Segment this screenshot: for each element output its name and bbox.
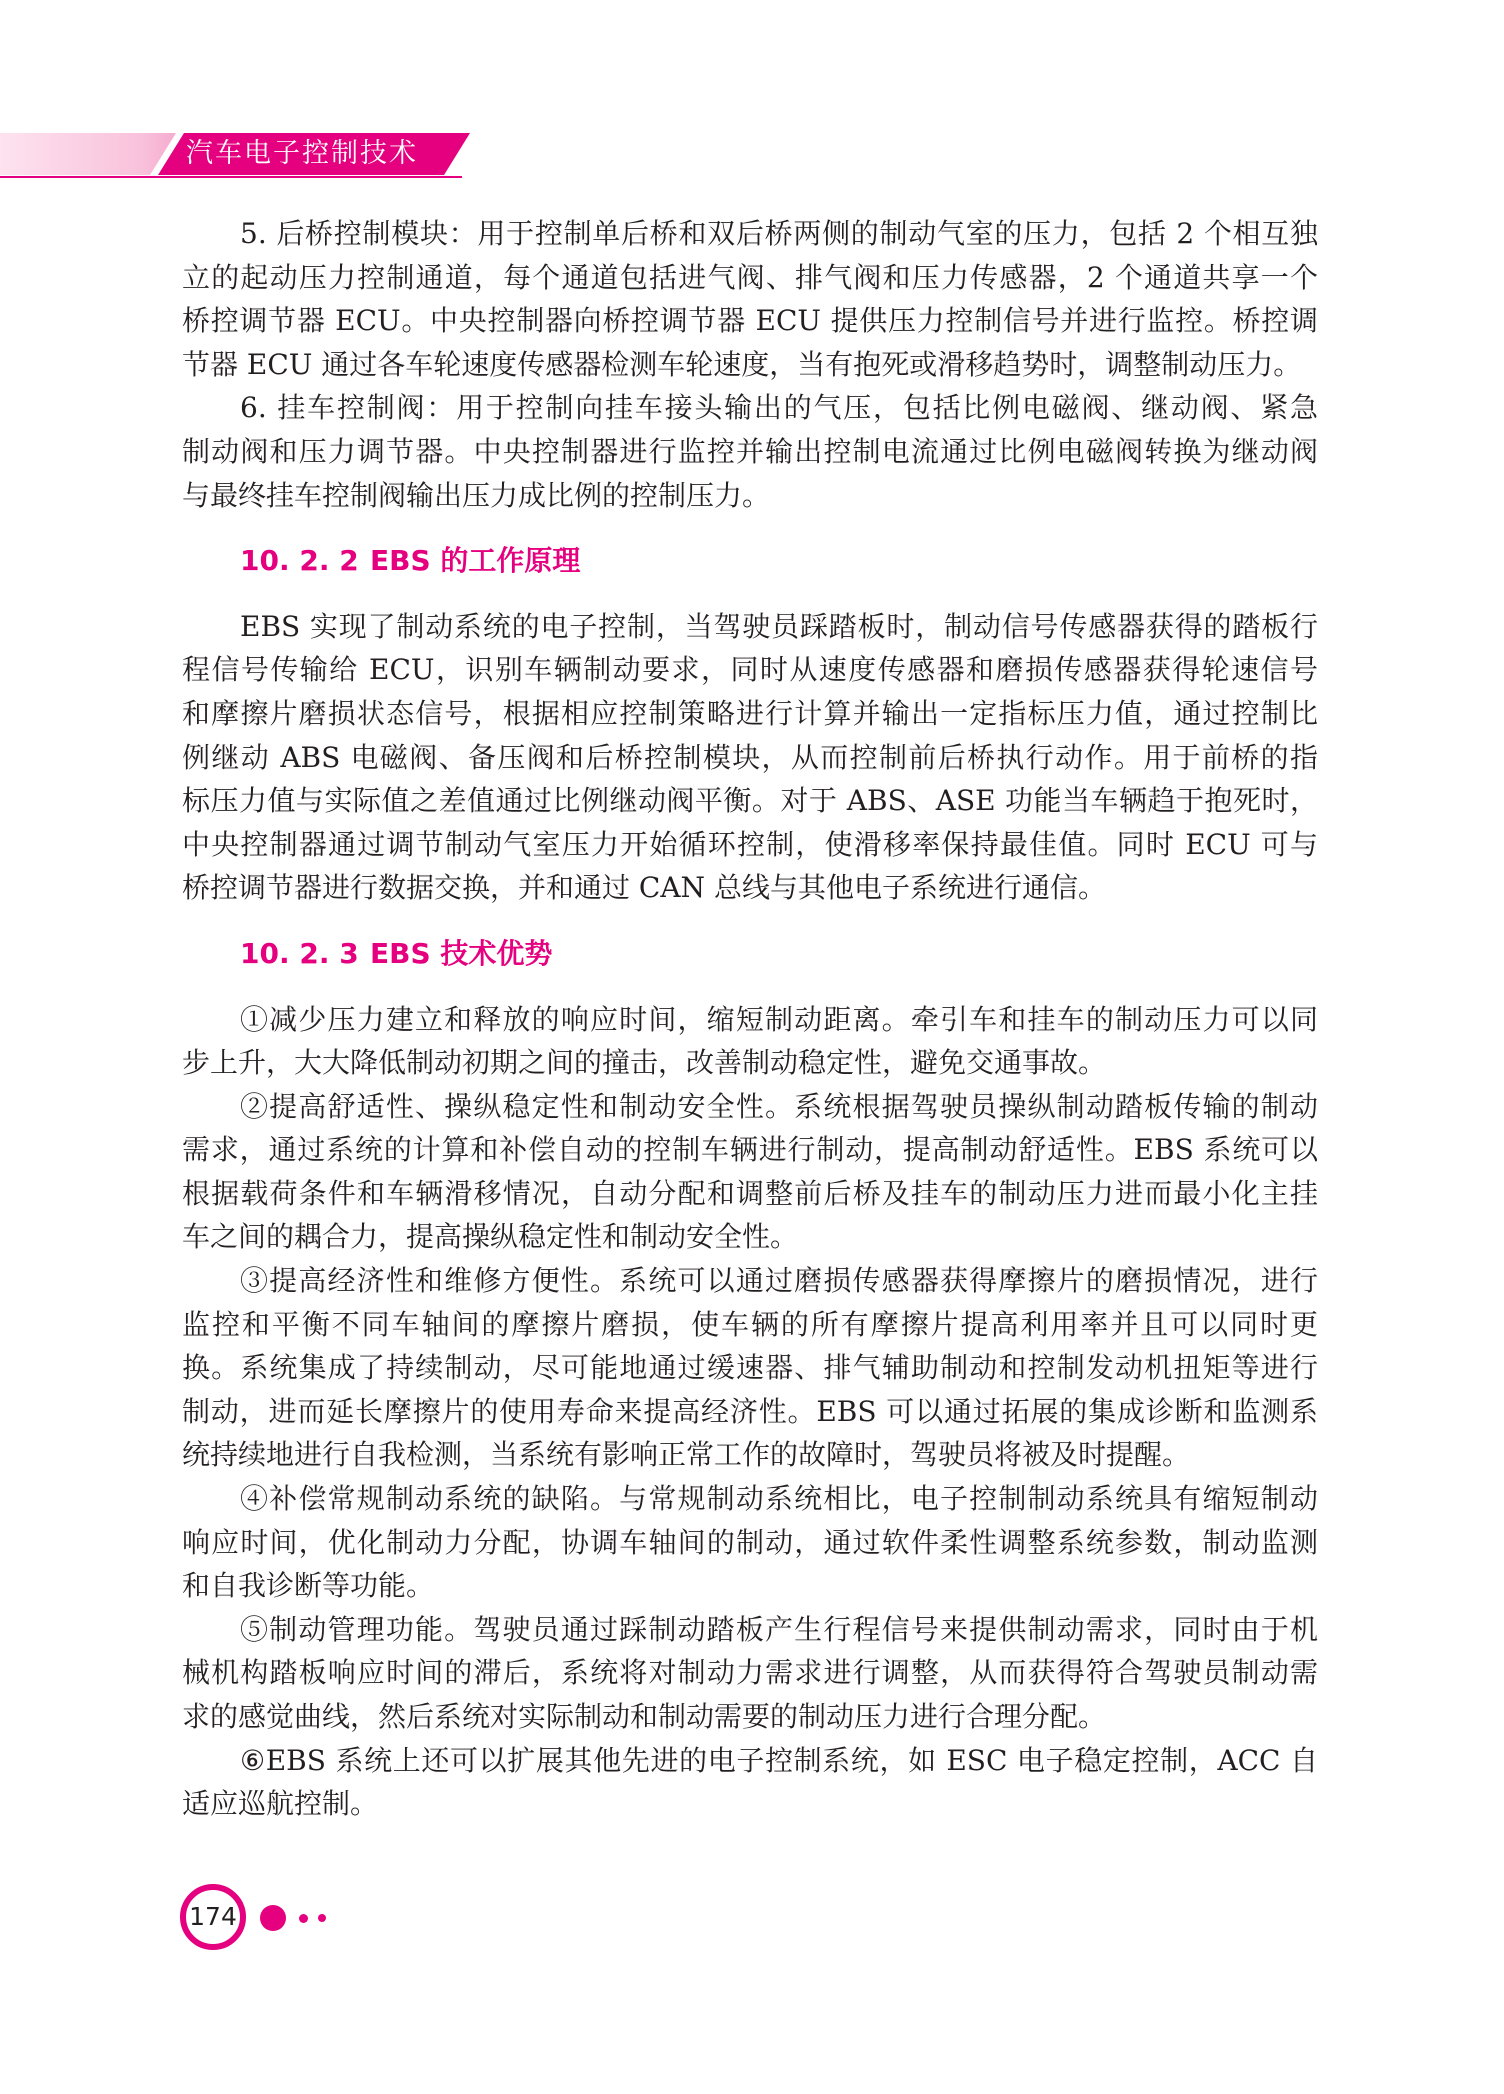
text-line: 根据载荷条件和车辆滑移情况，自动分配和调整前后桥及挂车的制动压力进而最小化主挂 (182, 1176, 1318, 1210)
advantage-point-3 (182, 1259, 1318, 1477)
paragraph-working-principle (182, 605, 1318, 910)
text-line: ①减少压力建立和释放的响应时间，缩短制动距离。牵引车和挂车的制动压力可以同 (240, 1002, 1318, 1036)
advantage-point-6 (182, 1739, 1318, 1826)
page-number: 174 (189, 1902, 237, 1931)
text-line: 步上升，大大降低制动初期之间的撞击，改善制动稳定性，避免交通事故。 (182, 1046, 1107, 1080)
section-title: EBS 技术优势 (370, 936, 553, 970)
text-line: 桥控调节器进行数据交换，并和通过 CAN 总线与其他电子系统进行通信。 (182, 871, 1106, 905)
text-line: 中央控制器通过调节制动气室压力开始循环控制，使滑移率保持最佳值。同时 ECU 可与 (182, 827, 1318, 861)
text-line: 求的感觉曲线，然后系统对实际制动和制动需要的制动压力进行合理分配。 (182, 1700, 1107, 1733)
decorative-dot-small (318, 1914, 326, 1922)
advantage-point-5 (182, 1608, 1318, 1739)
section-title: EBS 的工作原理 (370, 544, 581, 578)
text-line: ③提高经济性和维修方便性。系统可以通过磨损传感器获得摩擦片的磨损情况，进行 (240, 1264, 1318, 1298)
text-line: 制动，进而延长摩擦片的使用寿命来提高经济性。EBS 可以通过拓展的集成诊断和监测系 (182, 1394, 1318, 1428)
text-line: 车之间的耦合力，提高操纵稳定性和制动安全性。 (182, 1220, 799, 1254)
text-line: EBS 实现了制动系统的电子控制，当驾驶员踩踏板时，制动信号传感器获得的踏板行 (240, 609, 1318, 643)
text-line: 5. 后桥控制模块：用于控制单后桥和双后桥两侧的制动气室的压力，包括 2 个相互独 (240, 217, 1318, 250)
section-number: 10. 2. 3 (240, 936, 359, 970)
text-line: 响应时间，优化制动力分配，协调车轴间的制动，通过软件柔性调整系统参数，制动监测 (182, 1525, 1318, 1559)
text-line: 统持续地进行自我检测，当系统有影响正常工作的故障时，驾驶员将被及时提醒。 (182, 1438, 1191, 1472)
text-line: ②提高舒适性、操纵稳定性和制动安全性。系统根据驾驶员操纵制动踏板传输的制动 (240, 1089, 1318, 1123)
text-line: 标压力值与实际值之差值通过比例继动阀平衡。对于 ABS、ASE 功能当车辆趋于抱死时， (182, 784, 1318, 818)
text-line: 立的起动压力控制通道，每个通道包括进气阀、排气阀和压力传感器，2 个通道共享一个 (182, 260, 1318, 294)
page-number-badge (180, 1884, 246, 1950)
text-line: 需求，通过系统的计算和补偿自动的控制车辆进行制动，提高制动舒适性。EBS 系统可以 (182, 1133, 1318, 1167)
section-heading-10-2-2 (182, 539, 1318, 583)
header-rule (0, 176, 462, 178)
running-title: 汽车电子控制技术 (186, 138, 418, 169)
text-line: 程信号传输给 ECU，识别车辆制动要求，同时从速度传感器和磨损传感器获得轮速信号 (182, 653, 1318, 687)
advantage-point-4 (182, 1477, 1318, 1608)
decorative-dot-small (299, 1914, 308, 1923)
page-content (182, 212, 1318, 1826)
advantage-point-2 (182, 1085, 1318, 1259)
text-line: 6. 挂车控制阀：用于控制向挂车接头输出的气压，包括比例电磁阀、继动阀、紧急 (240, 391, 1318, 425)
text-line: 换。系统集成了持续制动，尽可能地通过缓速器、排气辅助制动和控制发动机扭矩等进行 (182, 1351, 1318, 1385)
advantage-point-1 (182, 998, 1318, 1085)
text-line: 监控和平衡不同车轴间的摩擦片磨损，使车辆的所有摩擦片提高利用率并且可以同时更 (182, 1307, 1318, 1341)
text-line: ④补偿常规制动系统的缺陷。与常规制动系统相比，电子控制制动系统具有缩短制动 (240, 1482, 1318, 1516)
text-line: 和摩擦片磨损状态信号，根据相应控制策略进行计算并输出一定指标压力值，通过控制比 (182, 696, 1318, 730)
text-line: 制动阀和压力调节器。中央控制器进行监控并输出控制电流通过比例电磁阀转换为继动阀 (182, 434, 1318, 468)
text-line: 械机构踏板响应时间的滞后，系统将对制动力需求进行调整，从而获得符合驾驶员制动需 (182, 1656, 1318, 1690)
text-line: 和自我诊断等功能。 (182, 1569, 435, 1603)
text-line: 例继动 ABS 电磁阀、备压阀和后桥控制模块，从而控制前后桥执行动作。用于前桥的指 (182, 740, 1318, 774)
text-line: 节器 ECU 通过各车轮速度传感器检测车轮速度，当有抱死或滑移趋势时，调整制动压力。 (182, 347, 1302, 381)
text-line: 与最终挂车控制阀输出压力成比例的控制压力。 (182, 478, 771, 512)
text-line: ⑥EBS 系统上还可以扩展其他先进的电子控制系统，如 ESC 电子稳定控制，ACC 自 (240, 1743, 1318, 1777)
decorative-dot-large (260, 1905, 286, 1931)
section-heading-10-2-3 (182, 932, 1318, 976)
section-number: 10. 2. 2 (240, 544, 359, 578)
paragraph-item-6 (182, 386, 1318, 517)
text-line: 适应巡航控制。 (182, 1787, 379, 1821)
text-line: 桥控调节器 ECU。中央控制器向桥控调节器 ECU 提供压力控制信号并进行监控。桥控调 (182, 304, 1318, 338)
paragraph-item-5 (182, 212, 1318, 386)
text-line: ⑤制动管理功能。驾驶员通过踩制动踏板产生行程信号来提供制动需求，同时由于机 (240, 1612, 1318, 1646)
